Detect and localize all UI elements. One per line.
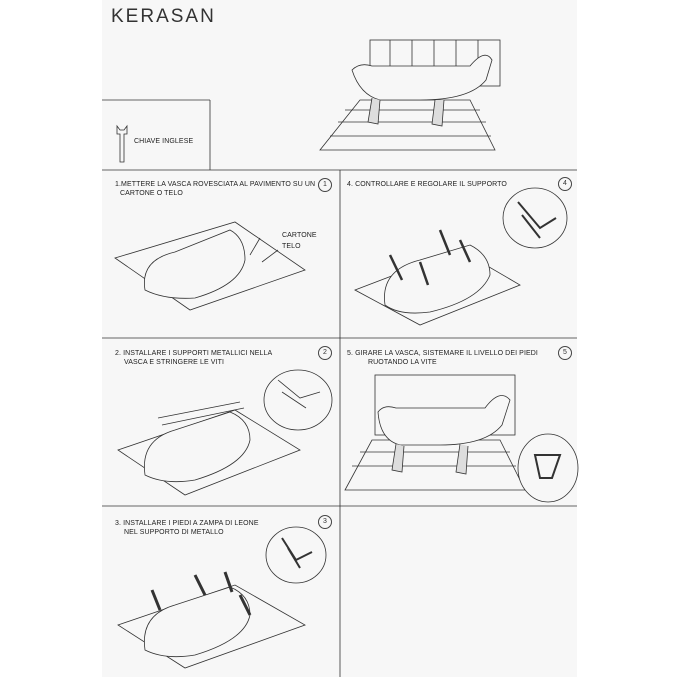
wrench-icon xyxy=(117,126,127,162)
step-5-illustration xyxy=(345,375,578,502)
step-3-illustration xyxy=(118,527,326,668)
brand-logo: KERASAN xyxy=(111,6,216,27)
step-2-number: 2 xyxy=(318,346,332,360)
header-bathtub-illustration xyxy=(320,40,500,150)
step-2-text-line2: VASCA E STRINGERE LE VITI xyxy=(124,359,225,366)
step-3-text-line2: NEL SUPPORTO DI METALLO xyxy=(124,529,224,536)
step-5-text-line1: 5. GIRARE LA VASCA, SISTEMARE IL LIVELLO DEI PIEDI xyxy=(347,350,538,357)
step-2-text-line1: 2. INSTALLARE I SUPPORTI METALLICI NELLA xyxy=(115,350,273,357)
step-1-number: 1 xyxy=(318,178,332,192)
step-4-illustration xyxy=(355,188,567,325)
step-1-text-line1: 1.METTERE LA VASCA ROVESCIATA AL PAVIMENTO SU UN xyxy=(115,181,316,188)
step-3-text-line1: 3. INSTALLARE I PIEDI A ZAMPA DI LEONE xyxy=(115,520,259,527)
step-5-number: 5 xyxy=(558,346,572,360)
step-1-cardboard-label: CARTONE xyxy=(282,232,317,239)
step-5-text-line2: RUOTANDO LA VITE xyxy=(368,359,437,366)
step-1-text-line2: CARTONE O TELO xyxy=(120,190,183,197)
step-2-illustration xyxy=(118,370,332,495)
step-1-cloth-label: TELO xyxy=(282,243,301,250)
tool-label: CHIAVE INGLESE xyxy=(134,138,194,145)
step-4-text-line1: 4. CONTROLLARE E REGOLARE IL SUPPORTO xyxy=(347,181,507,188)
step-4-number: 4 xyxy=(558,177,572,191)
step-1-illustration xyxy=(115,222,305,310)
step-3-number: 3 xyxy=(318,515,332,529)
